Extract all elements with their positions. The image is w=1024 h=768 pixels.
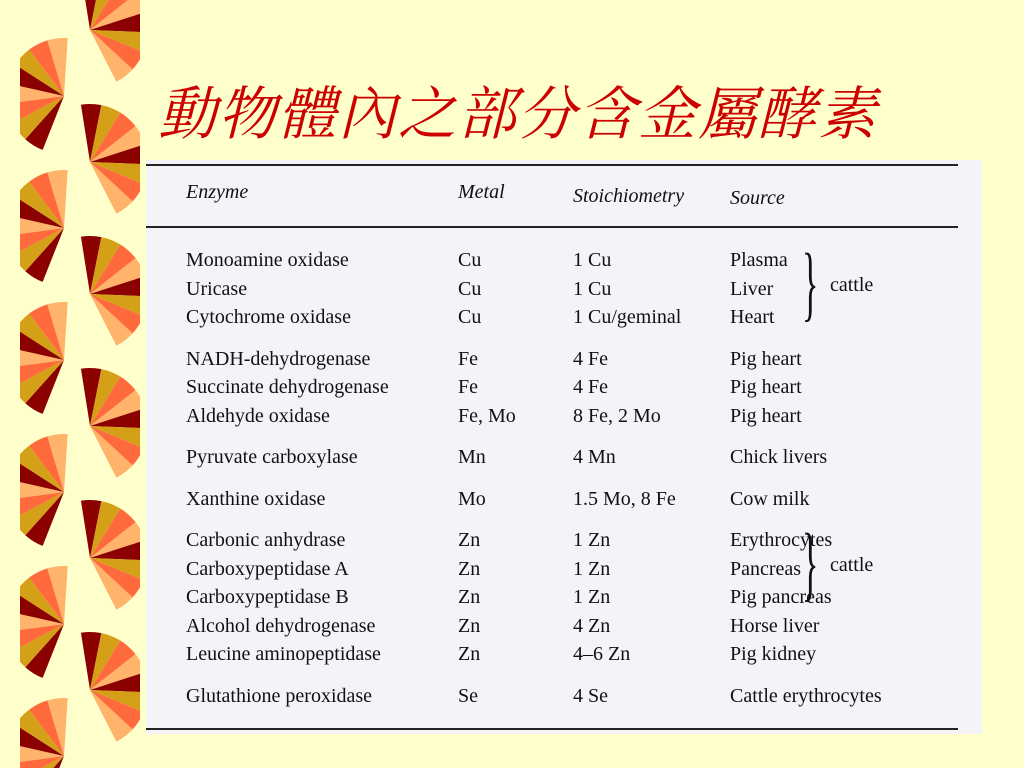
cell-metal: Zn bbox=[458, 643, 481, 665]
cell-source: Pancreas bbox=[730, 557, 802, 580]
cell-enzyme: Cytochrome oxidase bbox=[186, 306, 351, 328]
cell-stoichiometry: 4 Fe bbox=[573, 376, 608, 398]
decorative-ribbon bbox=[20, 0, 140, 768]
cell-metal: Fe bbox=[458, 376, 478, 398]
cell-enzyme: Leucine aminopeptidase bbox=[186, 643, 381, 665]
bracket-brace: } bbox=[802, 517, 819, 610]
scanned-table-image bbox=[146, 160, 982, 734]
cell-metal: Mo bbox=[458, 487, 486, 510]
cell-enzyme: Alcohol dehydrogenase bbox=[186, 614, 376, 637]
cell-enzyme: NADH-dehydrogenase bbox=[186, 347, 371, 370]
cell-enzyme: Aldehyde oxidase bbox=[186, 404, 330, 427]
cell-stoichiometry: 1 Cu bbox=[573, 249, 612, 271]
cell-enzyme: Glutathione peroxidase bbox=[186, 684, 373, 707]
cell-source: Heart bbox=[730, 306, 775, 328]
cell-stoichiometry: 1.5 Mo, 8 Fe bbox=[573, 487, 676, 510]
cell-source: Pig heart bbox=[730, 376, 802, 398]
cell-source: Horse liver bbox=[730, 614, 820, 637]
slide-title: 動物體內之部分含金屬酵素 bbox=[158, 80, 879, 148]
cell-metal: Cu bbox=[458, 277, 482, 300]
cell-stoichiometry: 1 Cu/geminal bbox=[573, 306, 682, 328]
cell-source: Cattle erythrocytes bbox=[730, 684, 882, 707]
cell-metal: Cu bbox=[458, 249, 482, 271]
cell-metal: Zn bbox=[458, 557, 481, 580]
bracket-brace: } bbox=[802, 237, 819, 330]
cell-metal: Zn bbox=[458, 529, 481, 551]
cell-enzyme: Succinate dehydrogenase bbox=[186, 376, 389, 398]
cell-source: Cow milk bbox=[730, 487, 810, 510]
cell-metal: Mn bbox=[458, 446, 486, 468]
cell-stoichiometry: 4 Mn bbox=[573, 446, 616, 468]
cell-stoichiometry: 4 Fe bbox=[573, 347, 608, 370]
cell-enzyme: Uricase bbox=[186, 277, 248, 300]
cell-stoichiometry: 8 Fe, 2 Mo bbox=[573, 404, 661, 427]
cell-source: Chick livers bbox=[730, 446, 828, 468]
cell-enzyme: Xanthine oxidase bbox=[186, 487, 326, 510]
cell-stoichiometry: 1 Zn bbox=[573, 586, 611, 608]
bottom-rule bbox=[146, 728, 958, 730]
bracket-label: cattle bbox=[830, 274, 874, 296]
cell-metal: Zn bbox=[458, 614, 481, 637]
header-enzyme: Enzyme bbox=[186, 181, 249, 203]
cell-enzyme: Carbonic anhydrase bbox=[186, 529, 346, 551]
cell-metal: Fe bbox=[458, 347, 478, 370]
cell-metal: Fe, Mo bbox=[458, 404, 516, 427]
cell-enzyme: Carboxypeptidase A bbox=[186, 557, 349, 580]
top-rule bbox=[146, 164, 958, 166]
cell-source: Pig heart bbox=[730, 347, 802, 370]
cell-enzyme: Pyruvate carboxylase bbox=[186, 446, 358, 468]
cell-metal: Cu bbox=[458, 306, 482, 328]
cell-source: Pig heart bbox=[730, 404, 802, 427]
cell-source: Plasma bbox=[730, 249, 788, 271]
cell-source: Erythrocytes bbox=[730, 529, 833, 551]
header-stoichiometry: Stoichiometry bbox=[573, 185, 685, 207]
cell-metal: Zn bbox=[458, 586, 481, 608]
cell-stoichiometry: 1 Zn bbox=[573, 557, 611, 580]
cell-source: Pig pancreas bbox=[730, 586, 832, 608]
header-metal: Metal bbox=[458, 181, 505, 203]
cell-source: Pig kidney bbox=[730, 643, 817, 665]
cell-stoichiometry: 4 Se bbox=[573, 684, 608, 707]
cell-stoichiometry: 4 Zn bbox=[573, 614, 611, 637]
cell-enzyme: Carboxypeptidase B bbox=[186, 586, 349, 608]
cell-stoichiometry: 4–6 Zn bbox=[573, 643, 631, 665]
cell-stoichiometry: 1 Cu bbox=[573, 277, 612, 300]
header-rule bbox=[146, 226, 958, 228]
bracket-label: cattle bbox=[830, 554, 874, 576]
header-source: Source bbox=[730, 187, 785, 209]
cell-source: Liver bbox=[730, 277, 774, 300]
cell-enzyme: Monoamine oxidase bbox=[186, 249, 349, 271]
cell-stoichiometry: 1 Zn bbox=[573, 529, 611, 551]
cell-metal: Se bbox=[458, 684, 478, 707]
